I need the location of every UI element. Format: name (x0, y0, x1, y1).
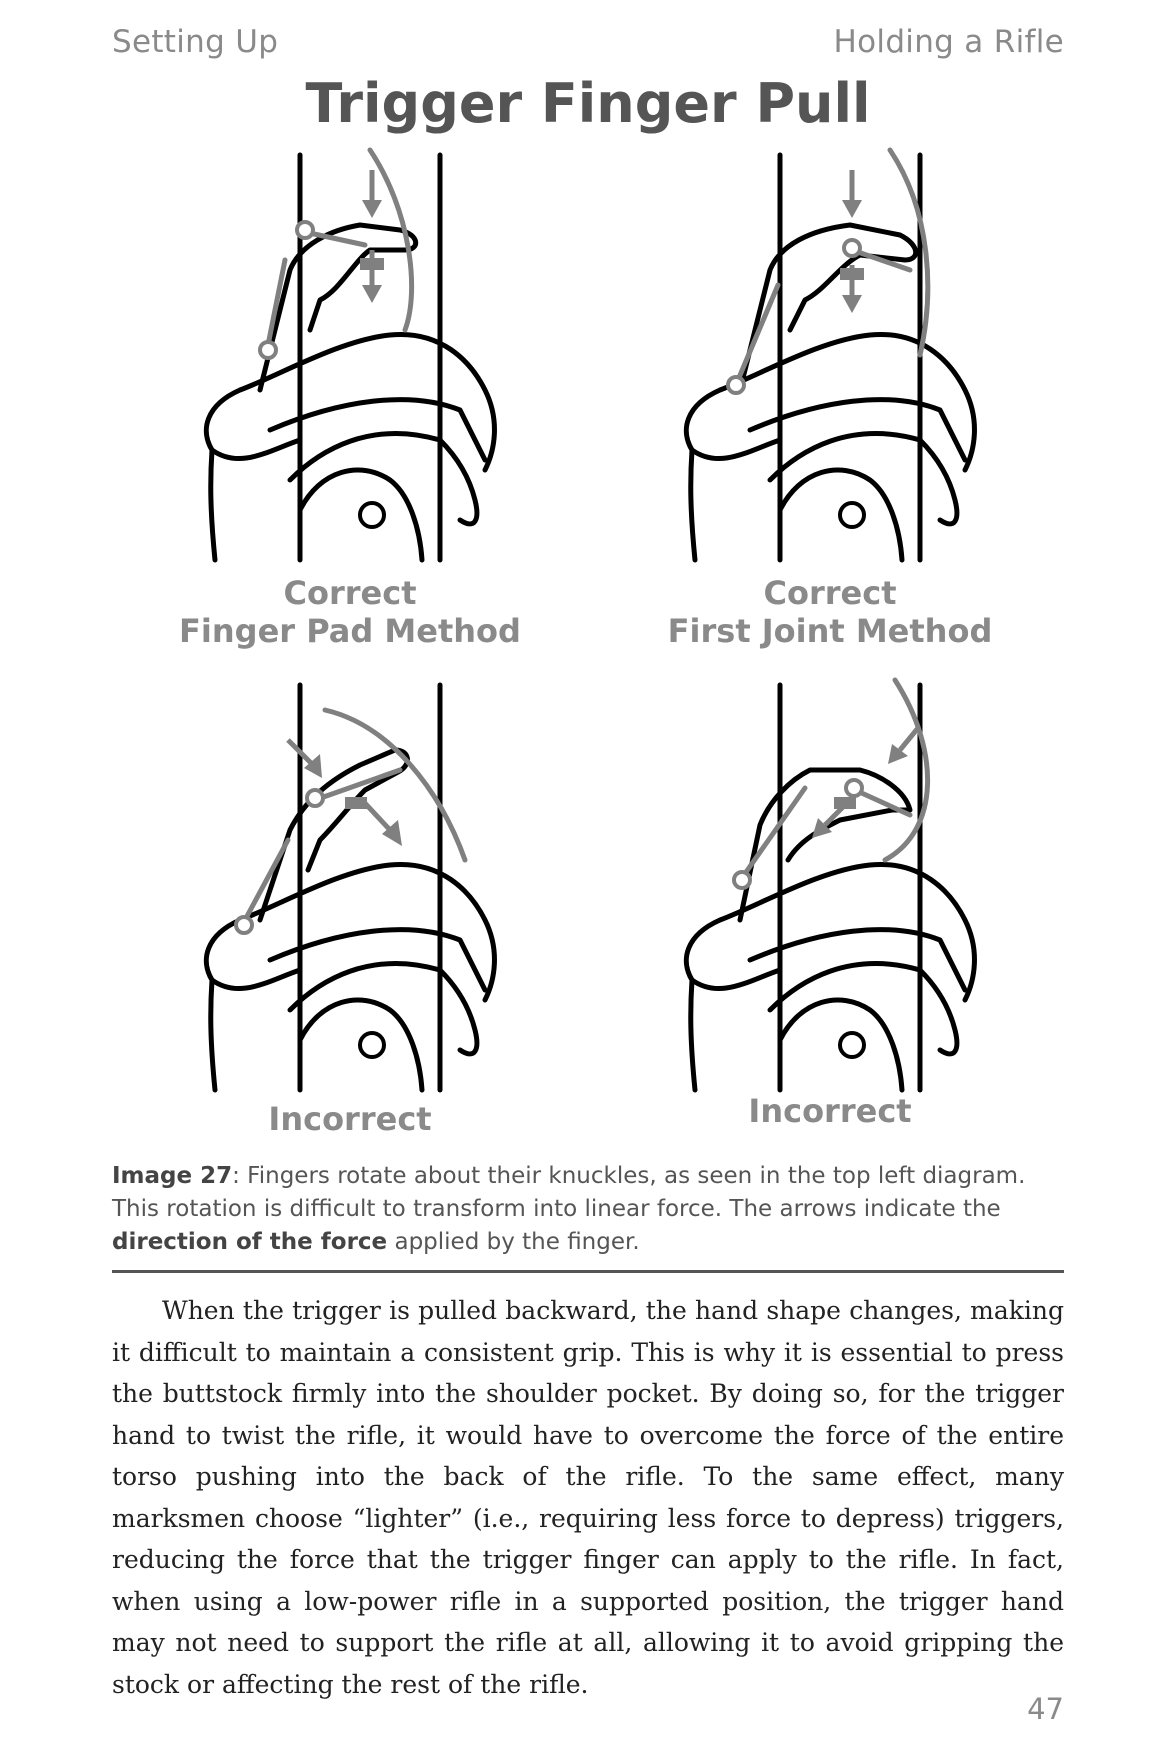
force-arrows (812, 728, 918, 838)
diagram-first-joint (620, 150, 1090, 570)
caption-divider (112, 1270, 1064, 1273)
caption-text-2: applied by the finger. (387, 1229, 640, 1255)
trigger-finger-outline (260, 225, 416, 390)
trigger-pin (360, 503, 384, 527)
diagram-finger-pad (140, 150, 610, 570)
caption-lead: Image 27 (112, 1163, 233, 1189)
label-incorrect-left: Incorrect (268, 1100, 432, 1138)
caption-bold: direction of the force (112, 1229, 388, 1255)
rotation-arc (370, 150, 412, 330)
hand-illustration-first-joint (620, 150, 1090, 570)
running-head-right: Holding a Rifle (833, 24, 1064, 60)
caption-text-1: : Fingers rotate about their knuckles, as seen in the top left diagram. This rotation is difficult to transform into linear force. The arrows indicate the (112, 1163, 1026, 1222)
page-number: 47 (1027, 1692, 1064, 1726)
diagram-incorrect-right (620, 680, 1090, 1100)
hand-back-outline (206, 334, 494, 560)
running-head-left: Setting Up (112, 24, 279, 60)
hand-illustration-incorrect-right (620, 680, 1090, 1100)
diagram-incorrect-left (140, 680, 610, 1100)
hand-illustration-finger-pad (140, 150, 610, 570)
hand-illustration-incorrect-left (140, 680, 610, 1100)
label-incorrect-right: Incorrect (748, 1092, 912, 1130)
body-paragraph: When the trigger is pulled backward, the hand shape changes, making it difficult to maintain a consistent grip. This is why it is essential to press the buttstock firmly into the shoulder pocket. By doing so, for the trigger hand to twist the rifle, it would have to overcome the force of the entire torso pushing into the back of the rifle. To the same effect, many marksmen choose “lighter” (i.e., requiring less force to depress) triggers, reducing the force that the trigger finger can apply to the rifle. In fact, when using a low-power rifle in a supported position, the trigger hand may not need to support the rifle at all, allowing it to avoid gripping the stock or affecting the rest of the rifle. (112, 1296, 1064, 1699)
force-arrows (360, 170, 384, 303)
label-correct-finger-pad: Correct Finger Pad Method (179, 574, 521, 650)
label-correct-first-joint: Correct First Joint Method (667, 574, 993, 650)
figure-title: Trigger Finger Pull (305, 72, 871, 135)
figure-caption (112, 1160, 1064, 1259)
